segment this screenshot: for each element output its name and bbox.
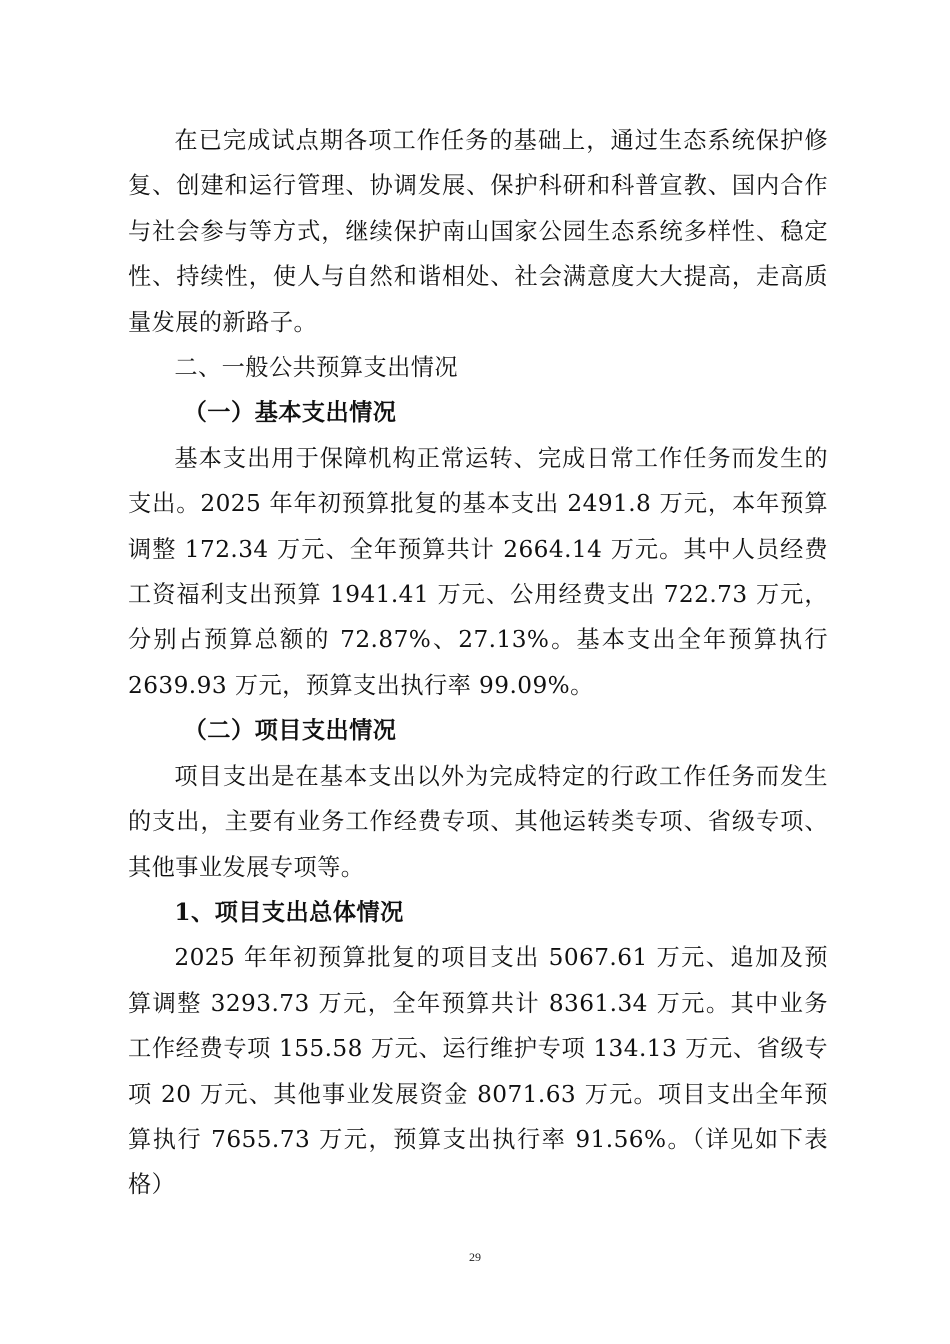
document-body	[128, 118, 828, 1208]
page-number: 29	[469, 1250, 481, 1264]
subsection-heading-project-expenditure: （二）项目支出情况	[183, 717, 397, 745]
subsection-heading-basic-expenditure: （一）基本支出情况	[183, 399, 397, 427]
paragraph-goals: 在已完成试点期各项工作任务的基础上，通过生态系统保护修复、创建和运行管理、协调发展、保护科研和科普宣教、国内合作与社会参与等方式，继续保护南山国家公园生态系统多样性、稳定性、持续性，使人与自然和谐相处、社会满意度大大提高，走高质量发展的新路子。	[128, 127, 828, 336]
section-heading-general-budget: 二、一般公共预算支出情况	[174, 354, 459, 382]
paragraph-basic-expenditure: 基本支出用于保障机构正常运转、完成日常工作任务而发生的支出。2025 年年初预算批复的基本支出 2491.8 万元，本年预算调整 172.34 万元、全年预算共计 2664.14 万元。其中人员经费工资福利支出预算 1941.41 万元、公用经费支出 722.73 万元，分别占预算总额的 72.87%、27.13%。基本支出全年预算执行 2639.93 万元，预算支出执行率 99.09%。	[128, 444, 828, 699]
subsubsection-heading-project-overall: 1、项目支出总体情况	[174, 898, 404, 926]
paragraph-project-overall: 2025 年年初预算批复的项目支出 5067.61 万元、追加及预算调整 3293.73 万元，全年预算共计 8361.34 万元。其中业务工作经费专项 155.58 万元、运行维护专项 134.13 万元、省级专项 20 万元、其他事业发展资金 8071.63 万元。项目支出全年预算执行 7655.73 万元，预算支出执行率 91.56%。（详见如下表格）	[128, 944, 828, 1199]
paragraph-project-expenditure: 项目支出是在基本支出以外为完成特定的行政工作任务而发生的支出，主要有业务工作经费专项、其他运转类专项、省级专项、其他事业发展专项等。	[128, 762, 828, 881]
